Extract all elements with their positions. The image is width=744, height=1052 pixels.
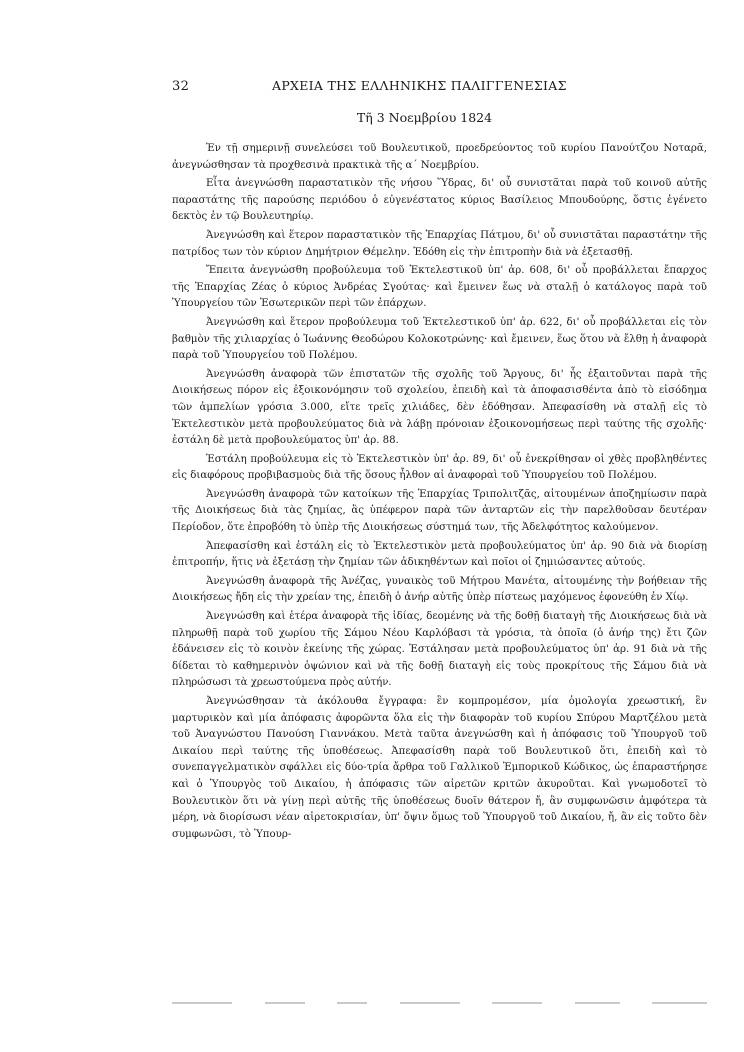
paragraph: Ἀνεγνώσθη ἀναφορὰ τῆς Ἀνέζας, γυναικὸς τοῦ Μήτρου Μανέτα, αἰτουμένης τὴν βοήθειαν τῆς Διοικήσεως ἤδη εἰς τὴν χρείαν της, ἐπειδὴ ὁ ἀνήρ αὐτῆς ὑπὲρ πίστεως μαχόμενος ἐφονεύθη ἐν Χίῳ. — [172, 575, 707, 604]
paragraph: Ἀνεγνώσθη καὶ ἕτερον προβούλευμα τοῦ Ἐκτελεστικοῦ ὑπ' ἀρ. 622, δι' οὗ προβάλλεται εἰς τὸν βαθμὸν τῆς χιλιαρχίας ὁ Ἰωάννης Θεοδώρου Κολοκοτρώνης· καὶ ἔμεινεν, ἕως ὅτου νὰ ἔλθῃ ἡ ἀναφορὰ παρὰ τοῦ Ὑπουργείου τοῦ Πολέμου. — [172, 316, 707, 362]
paragraph: Ἀπεφασίσθη καὶ ἐστάλη εἰς τὸ Ἐκτελεστικὸν μετὰ προβουλεύματος ὑπ' ἀρ. 90 διὰ νὰ διορίσῃ ἐπιτροπήν, ἥτις νὰ ἐξετάσῃ τὴν ζημίαν τῶν ἀδικηθέντων καὶ ποῖοι οἱ ζημιώσαντες αὐτούς. — [172, 540, 707, 569]
paragraph: Ἀνεγνώσθησαν τὰ ἀκόλουθα ἔγγραφα: ἓν κομπρομέσον, μία ὁμολογία χρεωστική, ἓν μαρτυρικὸν καὶ μία ἀπόφασις ἀφορῶντα ὅλα εἰς τὴν διαφορὰν τοῦ κυρίου Σπύρου Μαρτζέλου μετὰ τοῦ Ἀναγνώστου Πανούση Γιαννάκου. Μετὰ ταῦτα ἀνεγνώσθη καὶ ἡ ἀπόφασις τοῦ Ὑπουργοῦ τοῦ Δικαίου περὶ ταύτης τῆς ὑποθέσεως. Ἀπεφασίσθη παρὰ τοῦ Βουλευτικοῦ ὅτι, ἐπειδὴ καὶ τὸ συνεπαγγελματικὸν σφάλλει εἰς δύο-τρία ἄρθρα τοῦ Γαλλικοῦ Ἐμπορικοῦ Κώδικος, ὡς ἐπαραστήρησε καὶ ὁ Ὑπουργὸς τοῦ Δικαίου, ἡ ἀπόφασις τῶν αἱρετῶν κριτῶν ἀκυροῦται. Καὶ γνωμοδοτεῖ τὸ Βουλευτικὸν ὅτι νὰ γίνῃ περὶ αὐτῆς τῆς ὑποθέσεως δυοῖν θάτερον ἤ, ἂν συμφωνῶσιν ἀμφότερα τὰ μέρη, νὰ διορίσωσι νέαν αἱρετοκρισίαν, ὑπ' ὄψιν ὅμως τοῦ Ὑπουργοῦ τοῦ Δικαίου, ἤ, ἂν εἰς τοῦτο δὲν συμφωνῶσι, τὸ Ὑπουρ- — [172, 696, 707, 840]
paragraph: Εἶτα ἀνεγνώσθη παραστατικὸν τῆς νήσου Ὕδρας, δι' οὗ συνιστᾶται παρὰ τοῦ κοινοῦ αὐτῆς παραστάτης τῆς παρούσης περιόδου ὁ εὐγενέστατος κύριος Βασίλειος Μπουδούρης, ὅστις ἐγένετο δεκτὸς ἐν τῷ Βουλευτηρίῳ. — [172, 178, 707, 223]
paragraph: Ἐστάλη προβούλευμα εἰς τὸ Ἐκτελεστικὸν ὑπ' ἀρ. 89, δι' οὗ ἐνεκρίθησαν οἱ χθὲς προβληθέντες εἰς διαφόρους προβιβασμοὺς διὰ τῆς ὅσους ἦλθον αἱ ἀναφοραὶ τοῦ Ὑπουργείου τοῦ Πολέμου. — [172, 453, 707, 482]
paragraph: Ἀνεγνώσθη ἀναφορὰ τῶν ἐπιστατῶν τῆς σχολῆς τοῦ Ἄργους, δι' ἧς ἐξαιτοῦνται παρὰ τῆς Διοικήσεως πόρον εἰς ἐξοικονόμησιν τοῦ σχολείου, ἐπειδὴ καὶ τὰ ἀποφασισθέντα ἀπὸ τὸ εἰσόδημα τῶν ἀμπελίων γρόσια 3.000, εἴτε τρεῖς χιλιάδες, δὲν ἐδόθησαν. Ἀπεφασίσθη νὰ σταλῇ εἰς τὸ Ἐκτελεστικὸν μετὰ προβουλεύματος διὰ νὰ λάβῃ πρόνοιαν ἐξοικονομήσεως περὶ ταύτης τῆς σχολῆς· ἐστάλη δὲ μετὰ προβουλεύματος ὑπ' ἀρ. 88. — [172, 368, 707, 447]
page-number: 32 — [172, 79, 190, 94]
running-title: ΑΡΧΕΙΑ ΤΗΣ ΕΛΛΗΝΙΚΗΣ ΠΑΛΙΓΓΕΝΕΣΙΑΣ — [272, 78, 567, 93]
date-heading: Τῆ 3 Νοεμβρίου 1824 — [356, 110, 493, 125]
paragraph: Ἀνεγνώσθη καὶ ἕτερον παραστατικὸν τῆς Ἐπαρχίας Πάτμου, δι' οὗ συνιστᾶται παραστάτην τῆς πατρίδος των τὸν κύριον Δημήτριον Θέμελην. Ἐδόθη εἰς τὴν ἐπιτροπὴν διὰ νὰ ἐξετασθῇ. — [172, 229, 707, 258]
paragraph: Ἐν τῇ σημερινῇ συνελεύσει τοῦ Βουλευτικοῦ, προεδρεύοντος τοῦ κυρίου Πανούτζου Νοταρᾶ, ἀνεγνώσθησαν τὰ προχθεσινὰ πρακτικὰ τῆς α΄ Νοεμβρίου. — [172, 143, 707, 171]
page-header — [172, 78, 707, 96]
document-page — [172, 78, 707, 845]
scan-footer-marks — [172, 1002, 707, 1004]
paragraph: Ἔπειτα ἀνεγνώσθη προβούλευμα τοῦ Ἐκτελεστικοῦ ὑπ' ἀρ. 608, δι' οὗ προβάλλεται ἔπαρχος τῆς Ἐπαρχίας Ζέας ὁ κύριος Ἀνδρέας Σγούτας· καὶ ἔμεινεν ἕως νὰ σταλῇ ὁ κατάλογος παρὰ τοῦ Ὑπουργείου τῶν Ἐσωτερικῶν περὶ τῶν ἐπάρχων. — [172, 265, 707, 310]
paragraph: Ἀνεγνώσθη ἀναφορὰ τῶν κατοίκων τῆς Ἐπαρχίας Τριπολιτζᾶς, αἰτουμένων ἀποζημίωσιν παρὰ τῆς Διοικήσεως διὰ τὰς ζημίας, ἃς ὑπέφερον παρὰ τῶν ἀνταρτῶν εἰς τὴν παρελθοῦσαν δευτέραν Περίοδον, ὅτε ἐπροβόθη τὸ ὑπὲρ τῆς Διοικήσεως σύστημά των, τῆς Ἀδελφότητος καλούμενον. — [172, 488, 707, 534]
paragraph: Ἀνεγνώσθη καὶ ἑτέρα ἀναφορὰ τῆς ἰδίας, δεομένης νὰ τῆς δοθῇ διαταγὴ τῆς Διοικήσεως διὰ νὰ πληρωθῇ παρὰ τοῦ χωρίου τῆς Σάμου Νέου Καρλόβασι τὰ γρόσια, τὰ ὁποῖα (ὁ ἀνήρ της) ἔτι ζῶν ἐδάνεισεν εἰς τὸ κοινὸν ἐκείνης τῆς χώρας. Ἐστάλησαν μετὰ προβουλεύματος ὑπ' ἀρ. 91 διὰ νὰ τῆς δίδεται τὸ καθημερινὸν ὀψώνιον καὶ νὰ τῆς δοθῇ διαταγὴ εἰς τοὺς προκρίτους τῆς Σάμου διὰ νὰ πληρώσωσι τὰ χρεωστούμενα πρὸς αὐτήν. — [172, 611, 707, 689]
